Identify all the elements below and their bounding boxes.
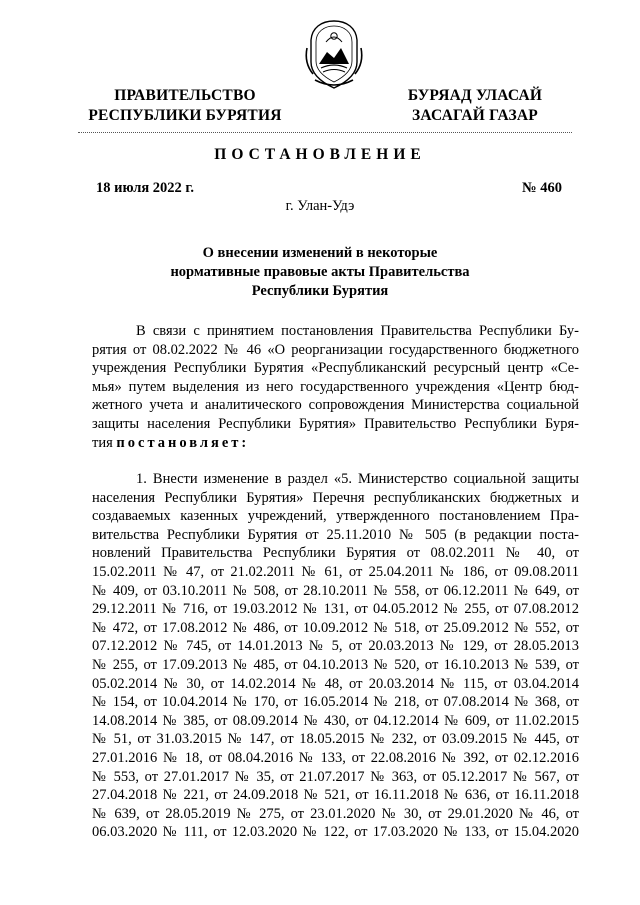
header-divider bbox=[78, 132, 572, 133]
government-name-buryat-line-2: ЗАСАГАЙ ГАЗАР bbox=[412, 107, 538, 124]
text-line: 07.12.2012 № 745, от 14.01.2013 № 5, от 20.03.2013 № 129, от 28.05.2013 bbox=[92, 638, 579, 655]
text-line: 29.12.2011 № 716, от 19.03.2012 № 131, от 04.05.2012 № 255, от 07.08.2012 bbox=[92, 601, 579, 618]
text-line: № 154, от 10.04.2014 № 170, от 16.05.2014 № 218, от 07.08.2014 № 368, от bbox=[92, 694, 579, 711]
government-name-line-1: ПРАВИТЕЛЬСТВО bbox=[114, 87, 256, 104]
text-line: 05.02.2014 № 30, от 14.02.2014 № 48, от 20.03.2014 № 115, от 03.04.2014 bbox=[92, 675, 579, 692]
text-line: В связи с принятием постановления Правительства Республики Бу- bbox=[136, 323, 579, 339]
text-line: № 639, от 28.05.2019 № 275, от 23.01.2020 № 30, от 29.01.2020 № 46, от bbox=[92, 805, 579, 822]
text-line: 1. Внести изменение в раздел «5. Министерство социальной защиты bbox=[136, 471, 579, 487]
document-title bbox=[160, 244, 480, 301]
document-city: г. Улан-Удэ bbox=[285, 198, 355, 214]
title-line: Республики Бурятия bbox=[251, 283, 389, 299]
government-name-russian bbox=[80, 86, 290, 126]
text-line: защиты населения Республики Бурятия» Правительство Республики Буря- bbox=[92, 415, 579, 432]
document-number: № 460 bbox=[522, 180, 562, 196]
government-name-buryat-line-1: БУРЯАД УЛАСАЙ bbox=[407, 87, 543, 104]
text-line: № 409, от 03.10.2011 № 508, от 28.10.2011 № 558, от 06.12.2011 № 649, от bbox=[92, 582, 579, 599]
text-line: № 255, от 17.09.2013 № 485, от 04.10.2013 № 520, от 16.10.2013 № 539, от bbox=[92, 656, 579, 673]
text-line: 15.02.2011 № 47, от 21.02.2011 № 61, от 25.04.2011 № 186, от 09.08.2011 bbox=[92, 563, 579, 580]
government-name-line-2: РЕСПУБЛИКИ БУРЯТИЯ bbox=[88, 107, 282, 124]
text-line: рятия от 08.02.2022 № 46 «О реорганизации государственного бюджетного bbox=[92, 341, 579, 358]
text-line: мья» путем выделения из него государственного учреждения «Центр бюд- bbox=[92, 378, 579, 395]
text-line: вительства Республики Бурятия от 25.11.2010 № 505 (в редакции поста- bbox=[92, 526, 579, 543]
text-line: 14.08.2014 № 385, от 08.09.2014 № 430, от 04.12.2014 № 609, от 11.02.2015 bbox=[92, 712, 579, 729]
text-line: № 553, от 27.01.2017 № 35, от 21.07.2017 № 363, от 05.12.2017 № 567, от bbox=[92, 768, 579, 785]
title-line: нормативные правовые акты Правительства bbox=[170, 264, 470, 280]
document-type-heading: ПОСТАНОВЛЕНИЕ bbox=[214, 146, 426, 163]
resolution-keyword: постановляет: bbox=[116, 434, 250, 451]
text-line: 27.04.2018 № 221, от 24.09.2018 № 521, от 16.11.2018 № 636, от 16.11.2018 bbox=[92, 787, 579, 804]
text-line: новлений Правительства Республики Бурятия от 08.02.2011 № 40, от bbox=[92, 545, 579, 562]
text-line: создаваемых казенных учреждений, утвержденного постановлением Пра- bbox=[92, 508, 579, 525]
title-line: О внесении изменений в некоторые bbox=[202, 245, 438, 261]
text-line-prefix: тия bbox=[92, 434, 117, 451]
text-line: жетного учета и аналитического сопровождения Министерства социальной bbox=[92, 397, 579, 414]
document-date: 18 июля 2022 г. bbox=[96, 180, 195, 196]
text-line: населения Республики Бурятия» Перечня республиканских бюджетных и bbox=[92, 489, 579, 506]
text-line: 27.01.2016 № 18, от 08.04.2016 № 133, от 22.08.2016 № 392, от 02.12.2016 bbox=[92, 749, 579, 766]
text-line: № 472, от 17.08.2012 № 486, от 10.09.2012 № 518, от 25.09.2012 № 552, от bbox=[92, 619, 579, 636]
text-line: учреждения Республики Бурятия «Республиканский ресурсный центр «Се- bbox=[92, 360, 579, 377]
text-line: № 51, от 31.03.2015 № 147, от 18.05.2015 № 232, от 03.09.2015 № 445, от bbox=[92, 731, 579, 748]
coat-of-arms-emblem bbox=[303, 18, 365, 90]
text-line: 06.03.2020 № 111, от 12.03.2020 № 122, от 17.03.2020 № 133, от 15.04.2020 bbox=[92, 824, 579, 841]
preamble-paragraph bbox=[92, 322, 579, 452]
text-line bbox=[92, 434, 579, 453]
clause-1-paragraph bbox=[92, 470, 579, 842]
government-name-buryat bbox=[380, 86, 570, 126]
